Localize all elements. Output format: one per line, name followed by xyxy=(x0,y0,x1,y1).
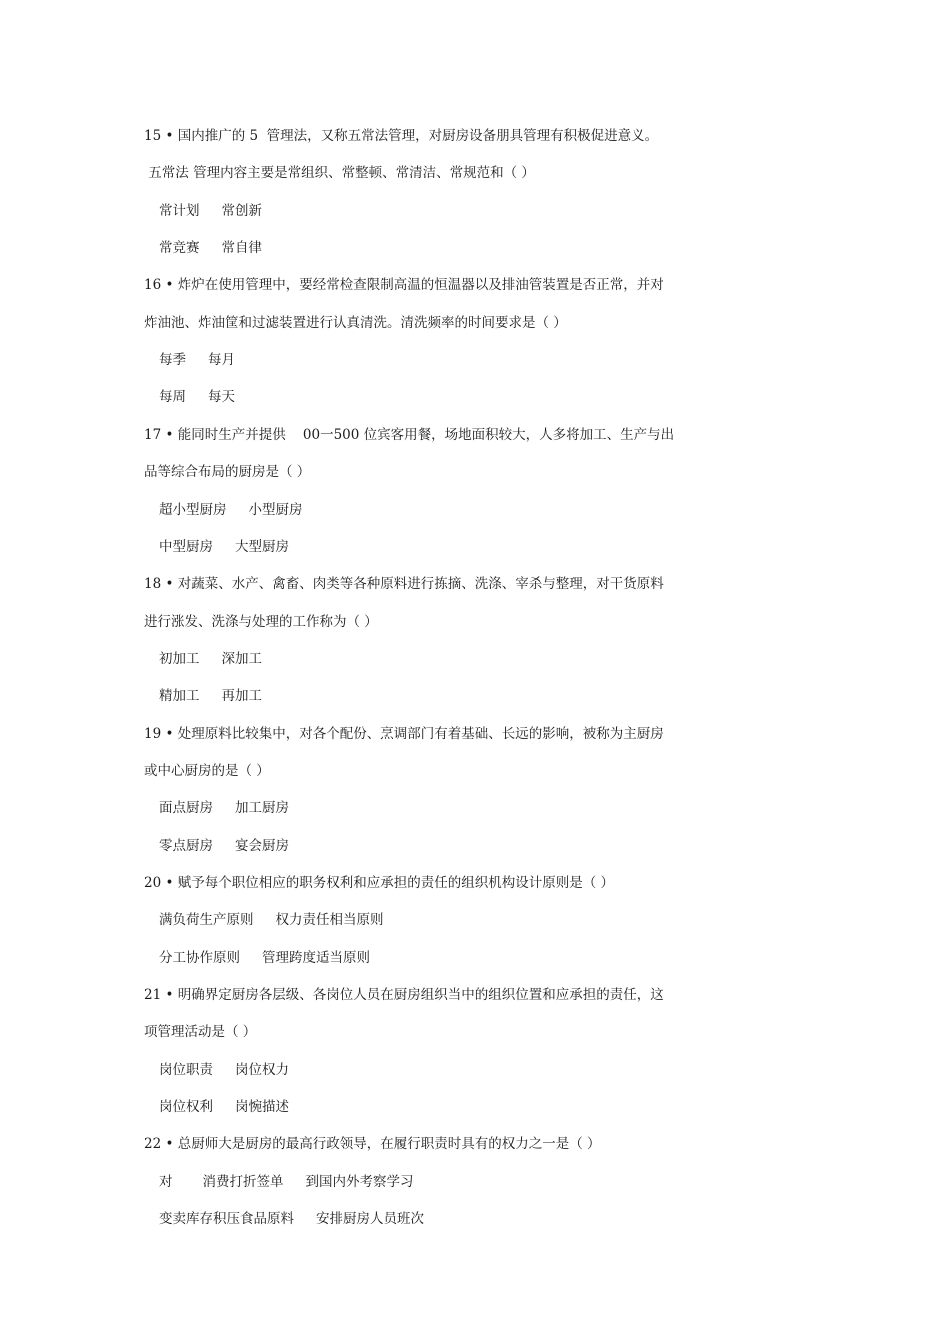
question-line: 16 • 炸炉在使用管理中，要经常检查限制高温的恒温器以及排油管装置是否正常，并对 xyxy=(144,277,664,293)
option-row xyxy=(159,650,262,668)
answer-option: 岗位权力 xyxy=(235,1062,289,1078)
option-row xyxy=(159,351,235,369)
option-row xyxy=(159,799,289,817)
question-line: 20 • 赋予每个职位相应的职务权利和应承担的责任的组织机构设计原则是（ ） xyxy=(144,875,615,891)
answer-option: 深加工 xyxy=(221,651,262,667)
question-line: 项管理活动是（ ） xyxy=(144,1024,257,1040)
answer-option: 对 xyxy=(159,1174,173,1190)
answer-option: 权力责任相当原则 xyxy=(275,912,384,928)
option-row xyxy=(159,1061,289,1079)
answer-option: 每天 xyxy=(208,389,235,405)
question-line: 18 • 对蔬菜、水产、禽畜、肉类等各种原料进行拣摘、洗涤、宰杀与整理，对干货原料 xyxy=(144,576,664,592)
question-line: 17 • 能同时生产并提供 00一500 位宾客用餐，场地面积较大，人多将加工、生产与出 xyxy=(144,427,675,443)
answer-option: 宴会厨房 xyxy=(235,838,289,854)
answer-option: 每周 xyxy=(159,389,186,405)
answer-option: 岗惋描述 xyxy=(235,1099,289,1115)
answer-option: 变卖库存积压食品原料 xyxy=(159,1211,294,1227)
answer-option: 安排厨房人员班次 xyxy=(316,1211,424,1227)
answer-option: 小型厨房 xyxy=(248,502,303,518)
answer-option: 再加工 xyxy=(221,688,262,704)
answer-option: 常竞赛 xyxy=(159,240,200,256)
option-row xyxy=(159,239,262,257)
answer-option: 超小型厨房 xyxy=(159,502,227,518)
answer-option: 每月 xyxy=(208,352,235,368)
answer-option: 管理跨度适当原则 xyxy=(262,950,370,966)
answer-option: 常自律 xyxy=(221,240,262,256)
option-row xyxy=(159,388,235,406)
answer-option: 消费打折签单 xyxy=(202,1174,284,1190)
question-line: 品等综合布局的厨房是（ ） xyxy=(144,464,311,480)
option-row xyxy=(159,1173,414,1191)
option-row xyxy=(159,501,303,519)
answer-option: 每季 xyxy=(159,352,186,368)
answer-option: 面点厨房 xyxy=(159,800,213,816)
question-line: 21 • 明确界定厨房各层级、各岗位人员在厨房组织当中的组织位置和应承担的责任，这 xyxy=(144,987,664,1003)
option-row xyxy=(159,1098,289,1116)
question-line: 19 • 处理原料比较集中，对各个配份、烹调部门有着基础、长远的影响，被称为主厨房 xyxy=(144,726,664,742)
answer-option: 岗位职责 xyxy=(159,1062,213,1078)
answer-option: 满负荷生产原则 xyxy=(159,912,254,928)
option-row xyxy=(159,949,370,967)
answer-option: 常创新 xyxy=(221,203,262,219)
answer-option: 精加工 xyxy=(159,688,200,704)
answer-option: 分工协作原则 xyxy=(159,950,240,966)
option-row xyxy=(159,837,289,855)
answer-option: 中型厨房 xyxy=(159,539,213,555)
option-row xyxy=(159,911,384,929)
option-row xyxy=(159,1210,424,1228)
question-line: 22 • 总厨师大是厨房的最高行政领导，在履行职责时具有的权力之一是（ ） xyxy=(144,1136,601,1152)
answer-option: 常计划 xyxy=(159,203,200,219)
answer-option: 加工厨房 xyxy=(235,800,289,816)
answer-option: 零点厨房 xyxy=(159,838,213,854)
question-line: 炸油池、炸油筐和过滤装置进行认真清洗。清洗频率的时间要求是（ ） xyxy=(144,315,567,331)
option-row xyxy=(159,687,262,705)
option-row xyxy=(159,202,262,220)
question-line: 五常法 管理内容主要是常组织、常整顿、常清洁、常规范和（ ） xyxy=(144,165,535,181)
question-line: 或中心厨房的是（ ） xyxy=(144,763,270,779)
answer-option: 岗位权利 xyxy=(159,1099,213,1115)
answer-option: 到国内外考察学习 xyxy=(305,1174,414,1190)
question-line: 15 • 国内推广的 5 管理法，又称五常法管理，对厨房设备朋具管理有积极促进意义。 xyxy=(144,128,659,144)
option-row xyxy=(159,538,289,556)
answer-option: 大型厨房 xyxy=(235,539,289,555)
question-line: 进行涨发、洗涤与处理的工作称为（ ） xyxy=(144,614,378,630)
answer-option: 初加工 xyxy=(159,651,200,667)
